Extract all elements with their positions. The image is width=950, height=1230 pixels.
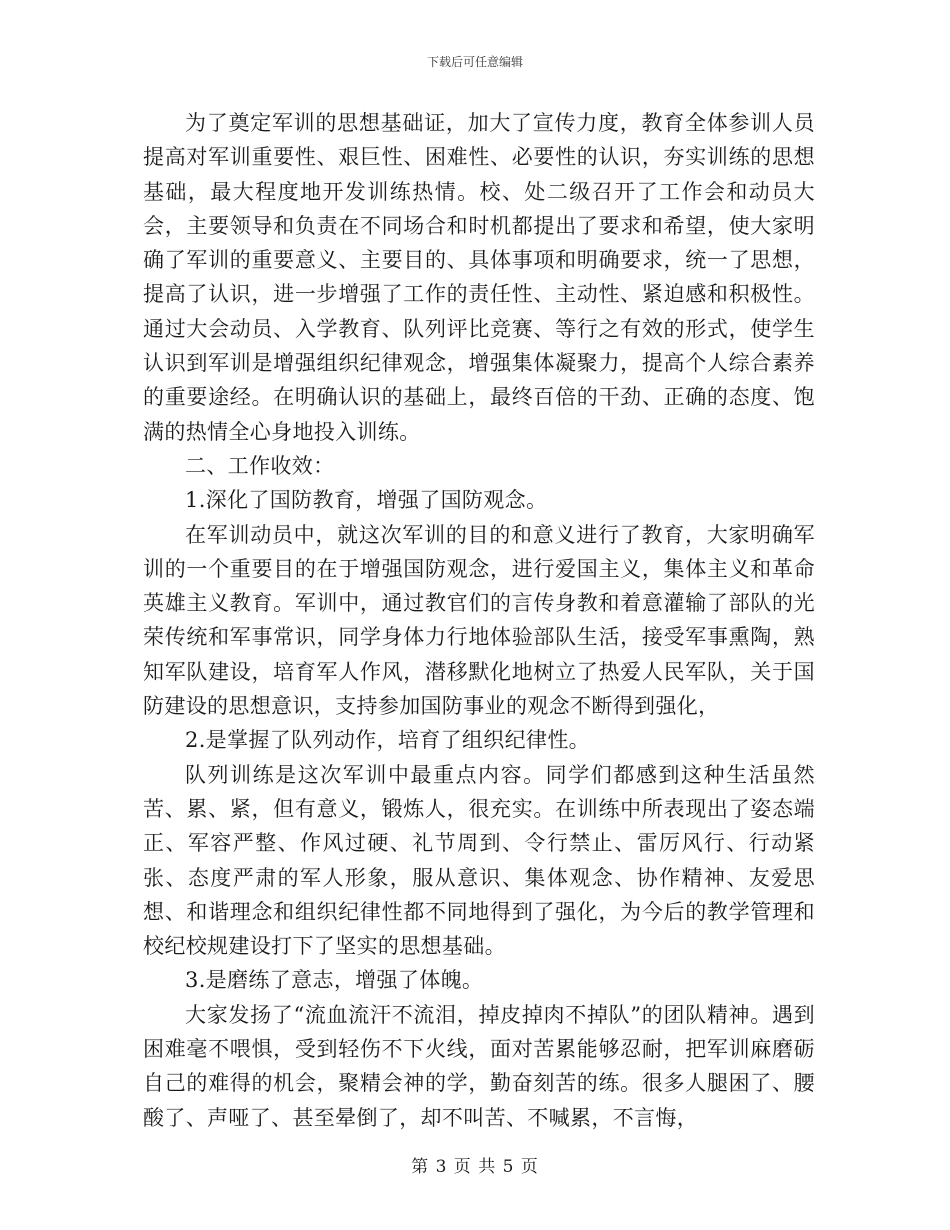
document-body: [143, 106, 815, 1135]
section-heading-results: 二、工作收效：: [185, 453, 335, 478]
subheading-3: 3.是磨练了意志，增强了体魄。: [185, 968, 484, 993]
paragraph-willpower: 大家发扬了“流血流汗不流泪，掉皮掉肉不掉队”的团队精神。遇到困难毫不喂惧，受到轻伤不下火线，面对苦累能够忍耐，把军训麻磨砺自己的难得的机会，聚精会神的学，勤奋刻苦的练。很多人腿困了、腰酸了、声哑了、甚至晕倒了，却不叫苦、不喊累，不言悔，: [143, 1002, 815, 1130]
subheading-2: 2.是掌握了队列动作，培育了组织纪律性。: [185, 728, 591, 753]
page-number: 第 3 页 共 5 页: [411, 1157, 539, 1177]
paragraph-drill-training: 队列训练是这次军训中最重点内容。同学们都感到这种生活虽然苦、累、紧，但有意义，锻炼人，很充实。在训练中所表现出了姿态端正、军容严整、作风过硬、礼节周到、令行禁止、雷厉风行、行动紧张、态度严肃的军人形象，服从意识、集体观念、协作精神、友爱思想、和谐理念和组织纪律性都不同地得到了强化，为今后的教学管理和校纪校规建设打下了坚实的思想基础。: [143, 762, 815, 959]
page-header-note: 下载后可任意编辑: [426, 55, 523, 69]
subheading-1: 1.深化了国防教育，增强了国防观念。: [185, 488, 548, 513]
paragraph-intro: 为了奠定军训的思想基础证，加大了宣传力度，教育全体参训人员提高对军训重要性、艰巨性、困难性、必要性的认识，夯实训练的思想基础，最大程度地开发训练热情。校、处二级召开了工作会和动员大会，主要领导和负责在不同场合和时机都提出了要求和希望，使大家明确了军训的重要意义、主要目的、具体事项和明确要求，统一了思想，提高了认识，进一步增强了工作的责任性、主动性、紧迫感和积极性。通过大会动员、入学教育、队列评比竞赛、等行之有效的形式，使学生认识到军训是增强组织纪律观念，增强集体凝聚力，提高个人综合素养的重要途经。在明确认识的基础上，最终百倍的干劲、正确的态度、饱满的热情全心身地投入训练。: [143, 111, 815, 444]
paragraph-national-defense: 在军训动员中，就这次军训的目的和意义进行了教育，大家明确军训的一个重要目的在于增强国防观念，进行爱国主义，集体主义和革命英雄主义教育。军训中，通过教官们的言传身教和着意灌输了部队的光荣传统和军事常识，同学身体力行地体验部队生活，接受军事熏陶，熟知军队建设，培育军人作风，潜移默化地树立了热爱人民军队，关于国防建设的思想意识，支持参加国防事业的观念不断得到强化，: [143, 522, 815, 719]
